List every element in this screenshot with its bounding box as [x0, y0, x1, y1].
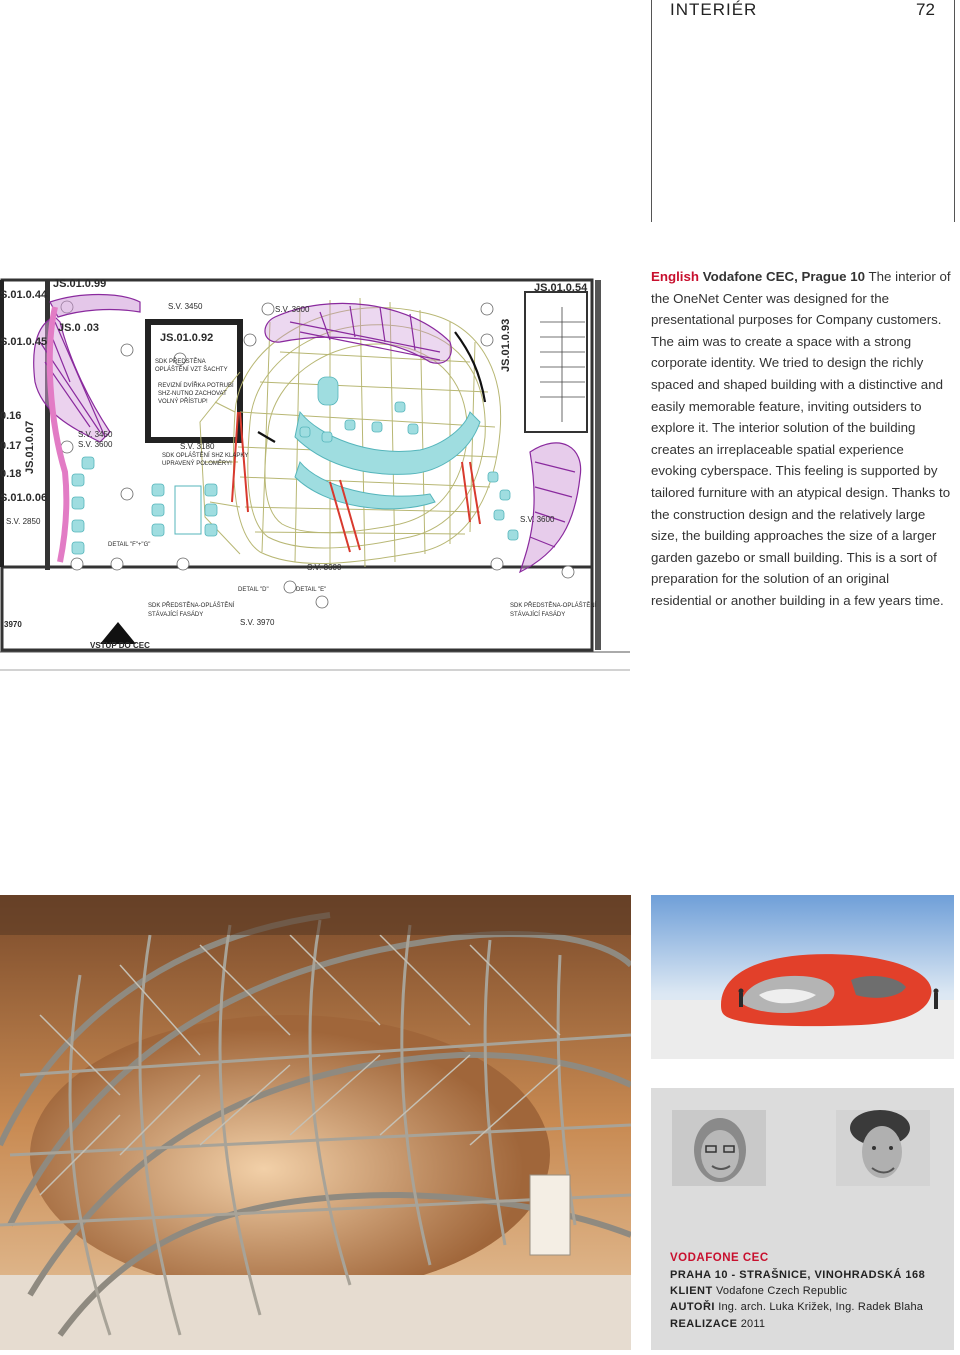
plan-label-row18: 0.18	[0, 468, 22, 480]
header-rule-left	[651, 0, 652, 222]
plan-label-js07: JS.01.0.07	[24, 420, 36, 474]
plan-label-detail-fg: DETAIL "F"+"G"	[108, 542, 151, 548]
plan-label-row17: 0.17	[0, 440, 22, 452]
plan-label-3970: 3970	[4, 620, 22, 629]
plan-label-js99: JS.01.0.99	[53, 278, 107, 290]
plan-label-sv3970: S.V. 3970	[240, 618, 275, 627]
plan-note-revision: REVIZNÍ DVÍŘKA POTRUBÍ SHZ-NUTNO ZACHOVAT VOLNÝ PŘÍSTUP!	[158, 383, 234, 405]
plan-note-fasady-right: SDK PŘEDSTĚNA-OPLÁŠTĚNÍ STÁVAJÍCÍ FASÁDY	[510, 603, 597, 618]
plan-label-sv3180: S.V. 3180	[180, 442, 215, 451]
article-body: The interior of the OneNet Center was designed for the presentational purposes for Company customers. The aim was to create a space with a strong corporate identity. We tried to design the richly spaced and shaped building with a distinctive and easily memorable feature, inviting outsiders to explore it. The interior solution of the building creates an irreplaceable spatial experience evoking cyberspace. This feeling is supported by tailored furniture with an atypical design. Thanks to the construction design and the relatively large size, the building approaches the size of a larger garden gazebo or small building. This is a sort of preparation for the solution of an original residential or another building in a few years time.	[651, 269, 951, 608]
credits-client	[670, 1285, 847, 1297]
credits-realization	[670, 1318, 765, 1330]
header-rule-right	[954, 0, 955, 222]
language-label: English	[651, 269, 700, 284]
plan-label-detail-e: DETAIL "E"	[296, 587, 327, 593]
client-label: KLIENT	[670, 1285, 713, 1297]
plan-label-js03: JS.0 .03	[58, 322, 99, 334]
realization-value: 2011	[740, 1318, 766, 1330]
floor-plan	[0, 262, 630, 687]
plan-label-js44: S.01.0.44	[0, 289, 48, 301]
construction-photo	[0, 895, 631, 1350]
plan-label-sv3600-right: S.V. 3600	[520, 515, 555, 524]
author-portrait-1	[672, 1110, 766, 1186]
plan-label-sv3600-mid: S.V. 3600	[307, 563, 342, 572]
plan-label-sv2850: S.V. 2850	[6, 517, 41, 526]
section-title: INTERIÉR	[670, 0, 758, 19]
article-text	[651, 266, 951, 612]
plan-note-fasady-left: SDK PŘEDSTĚNA-OPLÁŠTĚNÍ STÁVAJÍCÍ FASÁDY	[148, 603, 235, 618]
authors-value: Ing. arch. Luka Križek, Ing. Radek Blaha	[718, 1301, 924, 1313]
plan-note-klapky: SDK OPLÁŠTĚNÍ SHZ KLAPKY UPRAVENÝ POLOMĚRY!	[162, 453, 249, 467]
construction-photo-image	[0, 895, 631, 1350]
pavilion-render-image	[651, 895, 954, 1059]
plan-note-sdk: SDK PŘEDSTĚNA OPLÁŠTĚNÍ VZT ŠACHTY	[155, 359, 228, 373]
plan-label-sv3600-top: S.V. 3600	[275, 305, 310, 314]
authors-label: AUTOŘI	[670, 1301, 715, 1313]
client-value: Vodafone Czech Republic	[716, 1285, 848, 1297]
plan-label-sv3450-left: S.V. 3450	[78, 430, 113, 439]
plan-label-js45: S.01.0.45	[0, 336, 48, 348]
plan-label-sv3600-left: S.V. 3600	[78, 440, 113, 449]
credits-location: PRAHA 10 - STRAŠNICE, VINOHRADSKÁ 168	[670, 1269, 926, 1281]
pavilion-render	[651, 895, 954, 1059]
credits-title: VODAFONE CEC	[670, 1252, 769, 1264]
plan-label-js06: S.01.0.06	[0, 492, 48, 504]
author-portrait-2	[836, 1110, 930, 1186]
plan-label-row16: 0.16	[0, 410, 22, 422]
plan-label-detail-d: DETAIL "D"	[238, 587, 269, 593]
credits-authors	[670, 1301, 923, 1313]
plan-label-sv3450-top: S.V. 3450	[168, 302, 203, 311]
realization-label: REALIZACE	[670, 1318, 738, 1330]
plan-label-js93: JS.01.0.93	[500, 318, 512, 372]
project-title: Vodafone CEC, Prague 10	[702, 269, 866, 284]
plan-label-js54: JS.01.0.54	[534, 282, 588, 294]
page-number: 72	[916, 0, 935, 19]
plan-label-js92: JS.01.0.92	[160, 332, 214, 344]
plan-label-entrance: VSTUP DO CEC	[90, 641, 150, 650]
